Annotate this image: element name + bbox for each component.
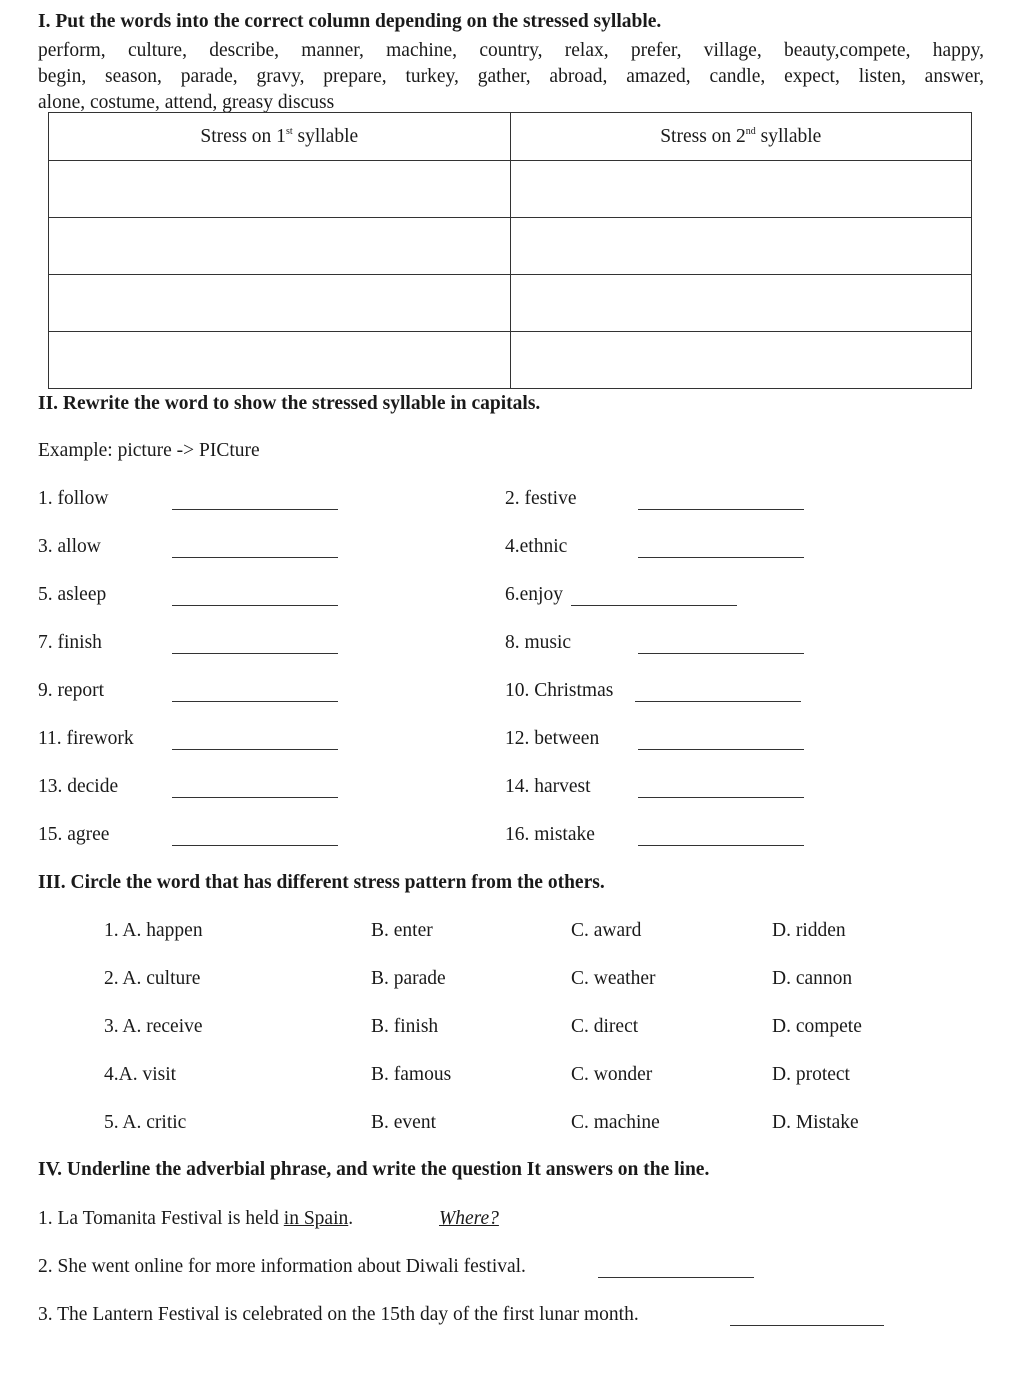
option-b[interactable]: B. famous [371, 1064, 452, 1085]
item-label: 2. festive [505, 488, 577, 509]
answer-blank[interactable] [638, 509, 804, 510]
item-label: 12. between [505, 728, 600, 749]
item-label: 13. decide [38, 776, 119, 797]
word-list-line: begin, season, parade, gravy, prepare, turkey, gather, abroad, amazed, candle, expect, listen, answer, [38, 66, 984, 87]
answer-blank[interactable] [571, 605, 737, 606]
answer-blank[interactable] [598, 1277, 754, 1278]
answer-blank[interactable] [172, 797, 338, 798]
answer-blank[interactable] [638, 797, 804, 798]
item-label: 11. firework [38, 728, 134, 749]
section-2-heading: II. Rewrite the word to show the stressed syllable in capitals. [38, 393, 541, 414]
answer-blank[interactable] [172, 557, 338, 558]
option-d[interactable]: D. compete [772, 1016, 862, 1037]
option-b[interactable]: B. parade [371, 968, 446, 989]
table-cell[interactable] [510, 218, 972, 275]
question-3: 3. The Lantern Festival is celebrated on the 15th day of the first lunar month. [38, 1304, 639, 1325]
section-1-heading: I. Put the words into the correct column depending on the stressed syllable. [38, 11, 662, 32]
answer-blank[interactable] [638, 653, 804, 654]
table-cell[interactable] [510, 275, 972, 332]
option-c[interactable]: C. wonder [571, 1064, 653, 1085]
item-label: 16. mistake [505, 824, 595, 845]
table-cell[interactable] [49, 161, 511, 218]
answer-blank[interactable] [172, 701, 338, 702]
word-list [38, 38, 984, 116]
option-c[interactable]: C. award [571, 920, 642, 941]
item-label: 5. asleep [38, 584, 107, 605]
answer-blank[interactable] [638, 749, 804, 750]
option-a[interactable]: 5. A. critic [104, 1112, 187, 1133]
answer-blank[interactable] [730, 1325, 884, 1326]
answer-blank[interactable] [172, 653, 338, 654]
col-header-first-syllable: Stress on 1st syllable [49, 113, 511, 161]
item-label: 7. finish [38, 632, 102, 653]
option-a[interactable]: 1. A. happen [104, 920, 203, 941]
table-cell[interactable] [49, 275, 511, 332]
answer-blank[interactable] [172, 509, 338, 510]
table-cell[interactable] [510, 161, 972, 218]
adverbial-phrase: in Spain [283, 1208, 349, 1229]
section-3-heading: III. Circle the word that has different stress pattern from the others. [38, 872, 605, 893]
word-list-line: perform, culture, describe, manner, machine, country, relax, prefer, village, beauty,compete, happy, [38, 40, 984, 61]
option-d[interactable]: D. protect [772, 1064, 850, 1085]
question-1 [38, 1209, 353, 1229]
item-label: 1. follow [38, 488, 109, 509]
option-b[interactable]: B. finish [371, 1016, 439, 1037]
item-label: 10. Christmas [505, 680, 614, 701]
option-d[interactable]: D. cannon [772, 968, 853, 989]
answer-blank[interactable] [638, 845, 804, 846]
question-2: 2. She went online for more information about Diwali festival. [38, 1256, 526, 1277]
stress-table [48, 112, 972, 389]
table-cell[interactable] [49, 218, 511, 275]
section-4-heading: IV. Underline the adverbial phrase, and write the question It answers on the line. [38, 1159, 710, 1180]
word-list-line: alone, costume, attend, greasy discuss [38, 92, 335, 113]
item-label: 3. allow [38, 536, 101, 557]
option-c[interactable]: C. direct [571, 1016, 639, 1037]
option-d[interactable]: D. Mistake [772, 1112, 859, 1133]
example-text: Example: picture -> PICture [38, 440, 260, 461]
table-cell[interactable] [49, 332, 511, 389]
option-d[interactable]: D. ridden [772, 920, 846, 941]
table-cell[interactable] [510, 332, 972, 389]
answer-blank[interactable] [172, 845, 338, 846]
option-b[interactable]: B. event [371, 1112, 436, 1133]
item-label: 14. harvest [505, 776, 591, 797]
answer-blank[interactable] [172, 749, 338, 750]
option-b[interactable]: B. enter [371, 920, 433, 941]
question-1-period: . [348, 1208, 354, 1229]
item-label: 6.enjoy [505, 584, 563, 605]
option-c[interactable]: C. machine [571, 1112, 660, 1133]
item-label: 15. agree [38, 824, 110, 845]
answer-blank[interactable] [635, 701, 801, 702]
item-label: 9. report [38, 680, 105, 701]
item-label: 8. music [505, 632, 572, 653]
option-c[interactable]: C. weather [571, 968, 656, 989]
question-1-answer: Where? [439, 1208, 499, 1229]
answer-blank[interactable] [638, 557, 804, 558]
option-a[interactable]: 2. A. culture [104, 968, 201, 989]
option-a[interactable]: 3. A. receive [104, 1016, 203, 1037]
answer-blank[interactable] [172, 605, 338, 606]
option-a[interactable]: 4.A. visit [104, 1064, 177, 1085]
question-1-text: 1. La Tomanita Festival is held [38, 1208, 284, 1229]
item-label: 4.ethnic [505, 536, 568, 557]
col-header-second-syllable: Stress on 2nd syllable [510, 113, 972, 161]
